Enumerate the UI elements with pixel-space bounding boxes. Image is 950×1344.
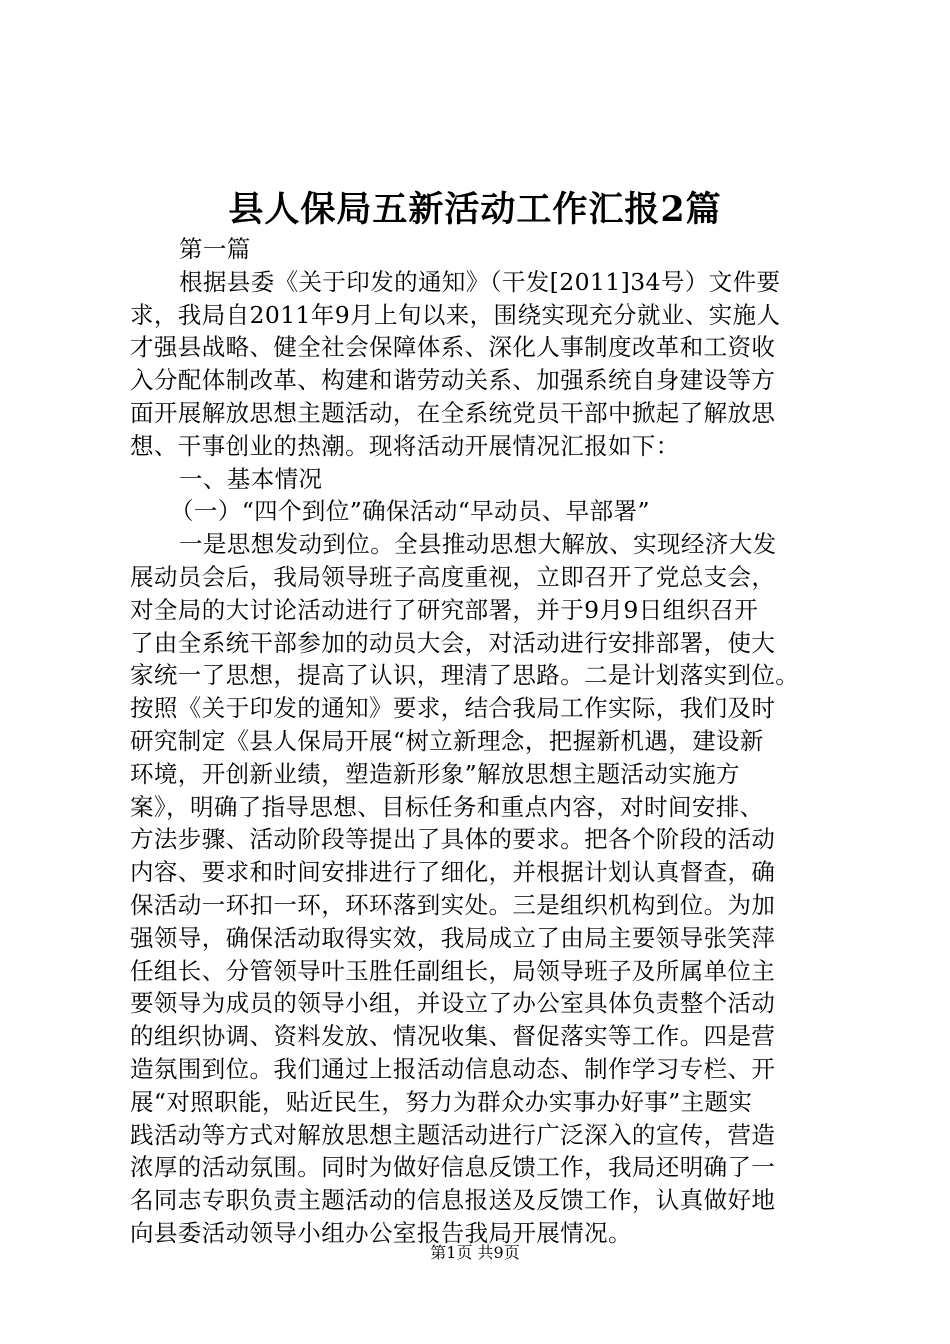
paragraph-line: 的组织协调、资料发放、情况收集、督促落实等工作。四是营: [130, 1022, 776, 1051]
paragraph-line: 面开展解放思想主题活动，在全系统党员干部中掀起了解放思: [130, 398, 776, 427]
paragraph-line: 根据县委《关于印发的通知》（干发[2011]34号）文件要: [179, 267, 781, 296]
paragraph-line: 方法步骤、活动阶段等提出了具体的要求。把各个阶段的活动: [130, 825, 776, 854]
paragraph-line: 名同志专职负责主题活动的信息报送及反馈工作，认真做好地: [130, 1186, 776, 1215]
paragraph-line: 案》，明确了指导思想、目标任务和重点内容，对时间安排、: [130, 792, 764, 821]
paragraph-line: 向县委活动领导小组办公室报告我局开展情况。: [130, 1218, 632, 1247]
paragraph-line: 任组长、分管领导叶玉胜任副组长，局领导班子及所属单位主: [130, 956, 776, 985]
paragraph-line: 环境，开创新业绩，塑造新形象”解放思想主题活动实施方: [130, 759, 740, 788]
document-body: [130, 233, 830, 1250]
paragraph-line: 造氛围到位。我们通过上报活动信息动态、制作学习专栏、开: [130, 1054, 776, 1083]
paragraph-line: 了由全系统干部参加的动员大会，对活动进行安排部署，使大: [130, 628, 776, 657]
paragraph-line: 强领导，确保活动取得实效，我局成立了由局主要领导张笑萍: [130, 923, 776, 952]
section-heading-basic-situation: 一、基本情况: [179, 464, 323, 493]
paragraph-line: 才强县战略、健全社会保障体系、深化人事制度改革和工资收: [130, 333, 776, 362]
paragraph-line: 内容、要求和时间安排进行了细化，并根据计划认真督查，确: [130, 858, 776, 887]
paragraph-line: 一是思想发动到位。全县推动思想大解放、实现经济大发: [179, 530, 777, 559]
section-heading-part-one: 第一篇: [179, 235, 251, 263]
paragraph-line: 求，我局自2011年9月上旬以来，围绕实现充分就业、实施人: [130, 300, 781, 329]
paragraph-line: 入分配体制改革、构建和谐劳动关系、加强系统自身建设等方: [130, 366, 776, 395]
paragraph-line: 按照《关于印发的通知》要求，结合我局工作实际，我们及时: [130, 694, 776, 723]
subsection-heading: （一）“四个到位”确保活动“早动员、早部署”: [170, 497, 650, 526]
document-title: 县人保局五新活动工作汇报2篇: [228, 189, 722, 230]
paragraph-line: 家统一了思想，提高了认识，理清了思路。二是计划落实到位。: [130, 661, 800, 690]
paragraph-line: 研究制定《县人保局开展“树立新理念，把握新机遇，建设新: [130, 726, 764, 755]
paragraph-line: 践活动等方式对解放思想主题活动进行广泛深入的宣传，营造: [130, 1120, 776, 1149]
paragraph-line: 想、干事创业的热潮。现将活动开展情况汇报如下：: [130, 431, 680, 460]
page-footer: 第1页 共9页: [430, 1243, 520, 1262]
paragraph-line: 展动员会后，我局领导班子高度重视，立即召开了党总支会，: [130, 562, 776, 591]
paragraph-line: 要领导为成员的领导小组，并设立了办公室具体负责整个活动: [130, 989, 776, 1018]
paragraph-line: 浓厚的活动氛围。同时为做好信息反馈工作，我局还明确了一: [130, 1153, 776, 1182]
paragraph-line: 对全局的大讨论活动进行了研究部署，并于9月9日组织召开: [130, 595, 759, 624]
paragraph-line: 保活动一环扣一环，环环落到实处。三是组织机构到位。为加: [130, 890, 776, 919]
paragraph-line: 展“对照职能，贴近民生，努力为群众办实事办好事”主题实: [130, 1087, 753, 1116]
